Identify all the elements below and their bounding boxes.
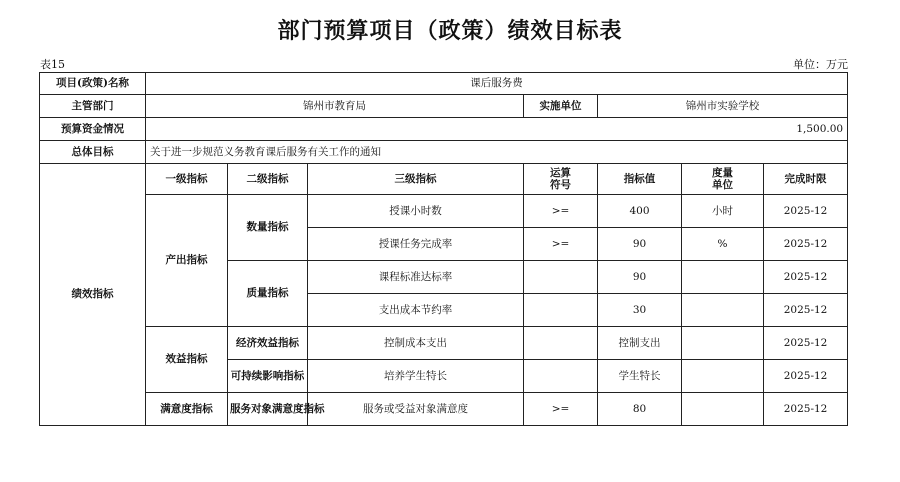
lvl1-satisfaction: 满意度指标: [146, 393, 228, 426]
performance-table: [39, 72, 848, 426]
row-name: 服务或受益对象满意度: [308, 393, 524, 426]
perf-label: 绩效指标: [40, 164, 146, 426]
row-value: 30: [598, 294, 682, 327]
row-value: 学生特长: [598, 360, 682, 393]
budget-label: 预算资金情况: [40, 118, 146, 141]
lvl2-quality: 质量指标: [228, 261, 308, 327]
row-op: >=: [524, 393, 598, 426]
row-name: 培养学生特长: [308, 360, 524, 393]
table-number: 表15: [40, 58, 65, 71]
dept-value: 锦州市教育局: [146, 95, 524, 118]
row-deadline: 2025-12: [764, 261, 848, 294]
row-name: 授课任务完成率: [308, 228, 524, 261]
lvl2-economic: 经济效益指标: [228, 327, 308, 360]
row-name: 课程标准达标率: [308, 261, 524, 294]
row-op: [524, 294, 598, 327]
header-lvl3: 三级指标: [308, 164, 524, 195]
row-deadline: 2025-12: [764, 360, 848, 393]
project-name-value: 课后服务费: [146, 73, 848, 95]
budget-value: 1,500.00: [146, 118, 848, 141]
row-deadline: 2025-12: [764, 195, 848, 228]
row-op: >=: [524, 228, 598, 261]
header-value: 指标值: [598, 164, 682, 195]
row-name: 支出成本节约率: [308, 294, 524, 327]
row-unit: [682, 393, 764, 426]
row-op: >=: [524, 195, 598, 228]
lvl1-output: 产出指标: [146, 195, 228, 327]
impl-label: 实施单位: [524, 95, 598, 118]
header-lvl2: 二级指标: [228, 164, 308, 195]
goal-value: 关于进一步规范义务教育课后服务有关工作的通知: [146, 141, 848, 164]
lvl2-service-satisfaction: 服务对象满意度指标: [228, 393, 308, 426]
row-value: 400: [598, 195, 682, 228]
row-value: 控制支出: [598, 327, 682, 360]
row-unit: [682, 261, 764, 294]
row-deadline: 2025-12: [764, 393, 848, 426]
row-op: [524, 327, 598, 360]
goal-label: 总体目标: [40, 141, 146, 164]
row-value: 80: [598, 393, 682, 426]
row-unit: [682, 294, 764, 327]
header-unit: 度量 单位: [682, 164, 764, 195]
row-value: 90: [598, 228, 682, 261]
page-title: 部门预算项目（政策）绩效目标表: [277, 18, 623, 44]
dept-label: 主管部门: [40, 95, 146, 118]
row-unit: [682, 360, 764, 393]
lvl2-sustainable: 可持续影响指标: [228, 360, 308, 393]
row-unit: %: [682, 228, 764, 261]
row-deadline: 2025-12: [764, 228, 848, 261]
row-unit: 小时: [682, 195, 764, 228]
row-name: 控制成本支出: [308, 327, 524, 360]
impl-value: 锦州市实验学校: [598, 95, 848, 118]
project-name-label: 项目(政策)名称: [40, 73, 146, 95]
row-value: 90: [598, 261, 682, 294]
header-deadline: 完成时限: [764, 164, 848, 195]
row-deadline: 2025-12: [764, 327, 848, 360]
header-op: 运算 符号: [524, 164, 598, 195]
lvl1-benefit: 效益指标: [146, 327, 228, 393]
row-deadline: 2025-12: [764, 294, 848, 327]
row-op: [524, 261, 598, 294]
row-name: 授课小时数: [308, 195, 524, 228]
row-op: [524, 360, 598, 393]
unit-label: 单位：万元: [793, 58, 848, 71]
lvl2-quantity: 数量指标: [228, 195, 308, 261]
header-lvl1: 一级指标: [146, 164, 228, 195]
row-unit: [682, 327, 764, 360]
